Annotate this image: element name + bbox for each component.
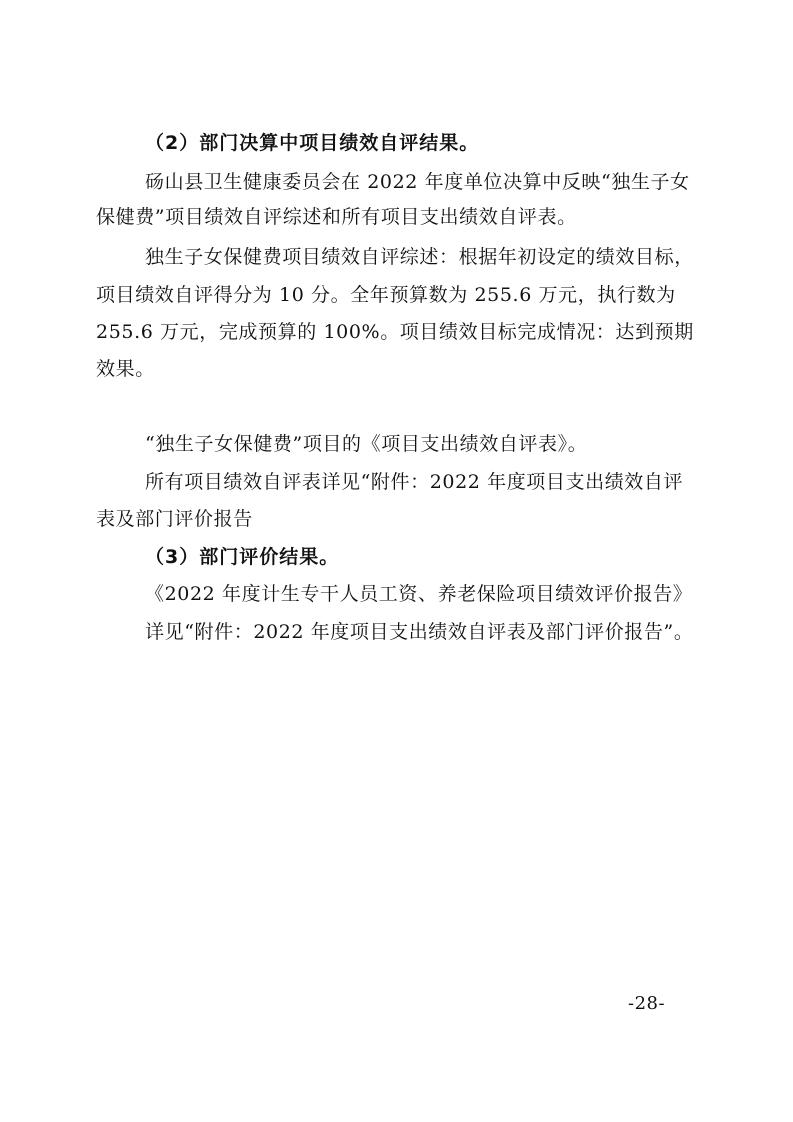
paragraph-2-line-1: 独生子女保健费项目绩效自评综述：根据年初设定的绩效目标， <box>145 246 694 268</box>
page-number: -28- <box>628 993 666 1014</box>
paragraph-2-line-3: 255.6 万元，完成预算的 100%。项目绩效目标完成情况：达到预期 <box>96 321 694 343</box>
paragraph-2-line-4: 效果。 <box>96 358 155 380</box>
section-2-heading: （2）部门决算中项目绩效自评结果。 <box>145 132 480 154</box>
paragraph-5-line-1: 《2022 年度计生专干人员工资、养老保险项目绩效评价报告》 <box>145 583 693 605</box>
paragraph-4-line-2: 表及部门评价报告 <box>96 508 253 530</box>
paragraph-5-line-2: 详见“附件：2022 年度项目支出绩效自评表及部门评价报告”。 <box>145 621 694 643</box>
paragraph-3-line-1: “独生子女保健费”项目的《项目支出绩效自评表》。 <box>145 433 588 455</box>
paragraph-1-line-1: 砀山县卫生健康委员会在 2022 年度单位决算中反映“独生子女 <box>145 171 690 193</box>
section-3-heading: （3）部门评价结果。 <box>145 546 340 568</box>
paragraph-2-line-2: 项目绩效自评得分为 10 分。全年预算数为 255.6 万元，执行数为 <box>96 284 676 306</box>
paragraph-4-line-1: 所有项目绩效自评表详见“附件：2022 年度项目支出绩效自评 <box>145 471 684 493</box>
paragraph-1-line-2: 保健费”项目绩效自评综述和所有项目支出绩效自评表。 <box>96 206 577 228</box>
